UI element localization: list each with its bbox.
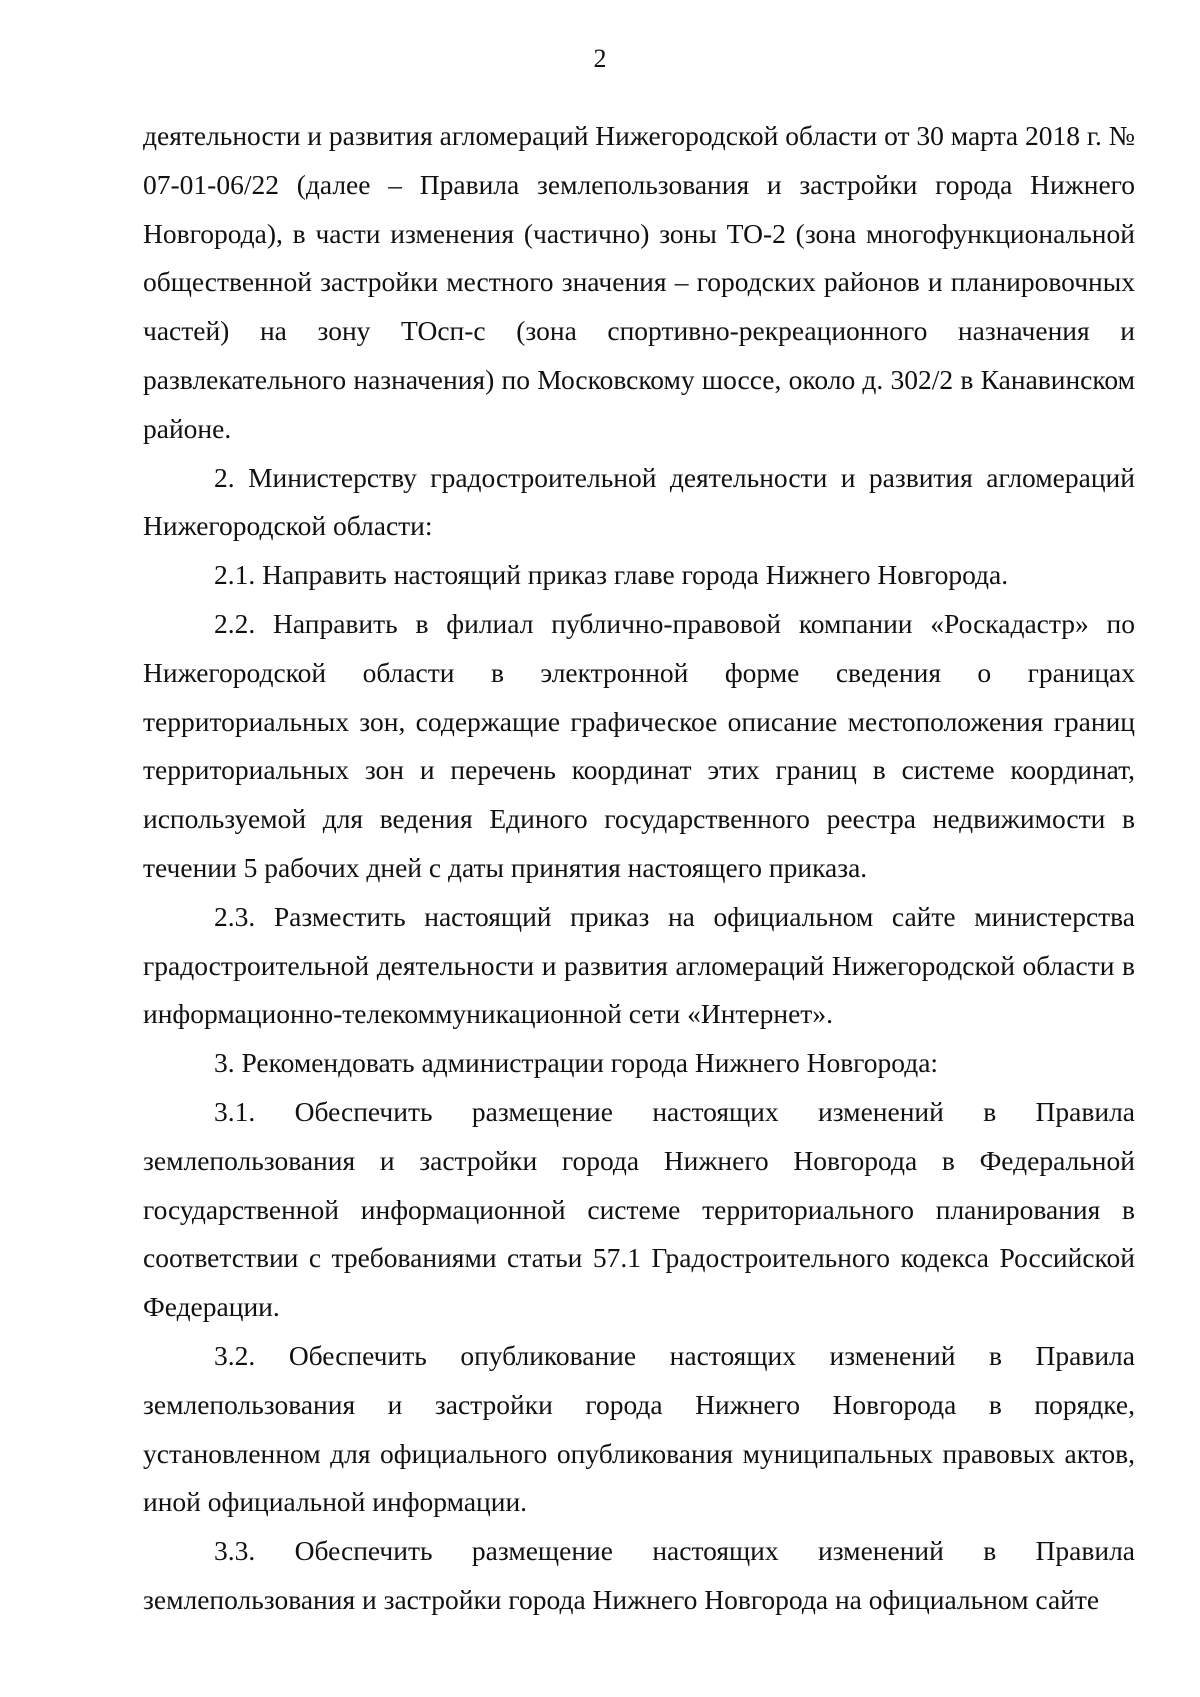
paragraph-item-3: 3. Рекомендовать администрации города Нижнего Новгорода: [214, 1047, 939, 1079]
page-number: 2 [593, 44, 607, 73]
paragraph-item-3-1: 3.1. Обеспечить размещение настоящих изменений в Правила землепользования и застройки города Нижнего Новгорода в Федеральной государственной информационной системе территориального планирования в соответствии с требованиями статьи 57.1 Градостроительного кодекса Российской Федерации. [143, 1095, 1135, 1323]
document-body [143, 112, 1135, 1625]
paragraph-item-2-2: 2.2. Направить в филиал публично-правовой компании «Роскадастр» по Нижегородской области в электронной форме сведения о границах территориальных зон, содержащие графическое описание местоположения границ территориальных зон и перечень координат этих границ в системе координат, используемой для ведения Единого государственного реестра недвижимости в течении 5 рабочих дней с даты принятия настоящего приказа. [143, 607, 1135, 883]
paragraph-item-2-3: 2.3. Разместить настоящий приказ на официальном сайте министерства градостроительной деятельности и развития агломераций Нижегородской области в информационно-телекоммуникационной сети «Интернет». [143, 900, 1135, 1030]
paragraph-item-2: 2. Министерству градостроительной деятельности и развития агломераций Нижегородской области: [143, 461, 1135, 542]
paragraph-item-3-2: 3.2. Обеспечить опубликование настоящих изменений в Правила землепользования и застройки города Нижнего Новгорода в порядке, установленном для официального опубликования муниципальных правовых актов, иной официальной информации. [143, 1339, 1135, 1518]
paragraph-item-2-1: 2.1. Направить настоящий приказ главе города Нижнего Новгорода. [214, 559, 1009, 591]
paragraph-continuation: деятельности и развития агломераций Нижегородской области от 30 марта 2018 г. № 07-01-06/22 (далее – Правила землепользования и застройки города Нижнего Новгорода), в части изменения (частично) зоны ТО-2 (зона многофункциональной общественной застройки местного значения – городских районов и планировочных частей) на зону ТОсп-с (зона спортивно-рекреационного назначения и развлекательного назначения) по Московскому шоссе, около д. 302/2 в Канавинском районе. [143, 120, 1136, 444]
paragraph-item-3-3: 3.3. Обеспечить размещение настоящих изменений в Правила землепользования и застройки города Нижнего Новгорода на официальном сайте [143, 1535, 1135, 1615]
